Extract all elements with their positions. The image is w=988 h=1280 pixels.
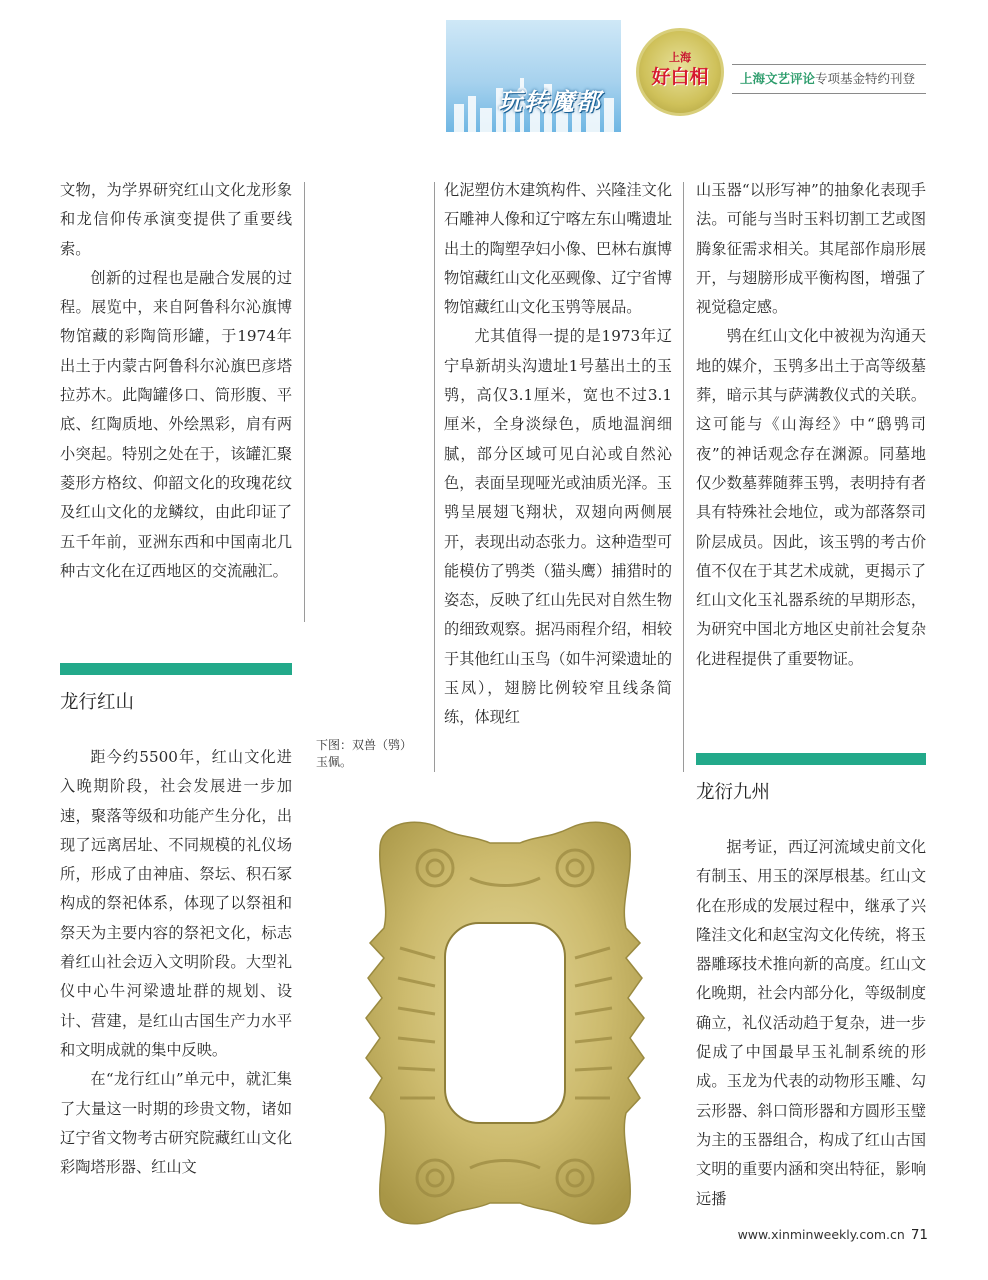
- badge-main-text: 好白相: [651, 66, 709, 88]
- header-banner: [446, 20, 621, 132]
- sponsor-rule-top: [732, 64, 926, 65]
- section-bar: [696, 753, 926, 765]
- jade-pendant-image: [340, 808, 670, 1238]
- paragraph: 鸮在红山文化中被视为沟通天地的媒介，玉鸮多出土于高等级墓葬，暗示其与萨满教仪式的关联。这可能与《山海经》中“鸱鸮司夜”的神话观念存在渊源。同墓地仅少数墓葬随葬玉鸮，表明持有者具有特殊社会地位，或为部落祭司阶层成员。因此，该玉鸮的考古价值不仅在于其艺术成就，更揭示了红山文化玉礼器系统的早期形态，为研究中国北方地区史前社会复杂化进程提供了重要物证。: [696, 327, 926, 668]
- paragraph: 山玉器“以形写神”的抽象化表现手法。可能与当时玉料切割工艺或图腾象征需求相关。其尾部作扇形展开，与翅膀形成平衡构图，增强了视觉稳定感。: [696, 181, 926, 317]
- website-url: www.xinminweekly.com.cn: [737, 1227, 905, 1242]
- image-caption: 下图：双兽（鸮）玉佩。: [316, 738, 413, 769]
- paragraph: 创新的过程也是融合发展的过程。展览中，来自阿鲁科尔沁旗博物馆藏的彩陶筒形罐，于1974年出土于内蒙古阿鲁科尔沁旗巴彦塔拉苏木。此陶罐侈口、筒形腹、平底、红陶质地、外绘黑彩，肩有两小突起。特别之处在于，该罐汇聚菱形方格纹、仰韶文化的玫瑰花纹及红山文化的龙鳞纹，由此印证了五千年前，亚洲东西和中国南北几种古文化在辽西地区的交流融汇。: [60, 268, 292, 580]
- sponsor-desc: 专项基金特约刊登: [815, 71, 916, 86]
- section-title: 龙行红山: [60, 692, 135, 713]
- paragraph: 在“龙行红山”单元中，就汇集了大量这一时期的珍贵文物，诸如辽宁省文物考古研究院藏红山文化彩陶塔形器、红山文: [60, 1070, 292, 1177]
- paragraph: 据考证，西辽河流域史前文化有制玉、用玉的深厚根基。红山文化在形成的发展过程中，继承了兴隆洼文化和赵宝沟文化传统，将玉器雕琢技术推向新的高度。红山文化晚期，社会内部分化，等级制度确立，礼仪活动趋于复杂，进一步促成了中国最早玉礼制系统的形成。玉龙为代表的动物形玉雕、勾云形器、斜口筒形器和方圆形玉璧为主的玉器组合，构成了红山古国文明的重要内涵和突出特征，影响远播: [696, 838, 926, 1208]
- column-2: [444, 176, 672, 733]
- banner-title: 玩转魔都: [498, 88, 602, 116]
- sponsor-name: 上海文艺评论: [740, 71, 816, 86]
- section-title: 龙衍九州: [696, 782, 771, 803]
- section-bar: [60, 663, 292, 675]
- paragraph: 距今约5500年，红山文化进入晚期阶段，社会发展进一步加速，聚落等级和功能产生分化，出现了远离居址、不同规模的礼仪场所，形成了由神庙、祭坛、积石冢构成的祭祀体系，体现了以祭祖和祭天为主要内容的祭祀文化，标志着红山社会迈入文明阶段。大型礼仪中心牛河梁遗址群的规划、设计、营建，是红山古国生产力水平和文明成就的集中反映。: [60, 748, 292, 1059]
- column-1-top: [60, 176, 292, 586]
- page-footer: [738, 1227, 928, 1243]
- column-divider: [304, 182, 305, 622]
- sponsor-line: [732, 64, 926, 94]
- sponsor-rule-bottom: [732, 93, 926, 94]
- column-divider: [434, 182, 435, 772]
- badge-logo: [636, 28, 724, 116]
- column-1-bottom: [60, 743, 292, 1182]
- column-3-top: [696, 176, 926, 674]
- paragraph: 化泥塑仿木建筑构件、兴隆洼文化石雕神人像和辽宁喀左东山嘴遗址出土的陶塑孕妇小像、巴林右旗博物馆藏红山文化巫觋像、辽宁省博物馆藏红山文化玉鸮等展品。: [444, 181, 672, 317]
- paragraph: 尤其值得一提的是1973年辽宁阜新胡头沟遗址1号墓出土的玉鸮，高仅3.1厘米，宽也不过3.1厘米，全身淡绿色，质地温润细腻，部分区域可见白沁或自然沁色，表面呈现哑光或油质光泽。玉鸮呈展翅飞翔状，双翅向两侧展开，表现出动态张力。这种造型可能模仿了鸮类（猫头鹰）捕猎时的姿态，反映了红山先民对自然生物的细致观察。据冯雨程介绍，相较于其他红山玉鸟（如牛河梁遗址的玉凤），翅膀比例较窄且线条简练，体现红: [444, 327, 672, 727]
- page-number: 71: [910, 1227, 928, 1243]
- column-3-bottom: [696, 833, 926, 1214]
- badge-top-text: 上海: [669, 51, 691, 64]
- column-divider: [683, 182, 684, 772]
- paragraph: 文物，为学界研究红山文化龙形象和龙信仰传承演变提供了重要线索。: [60, 181, 292, 258]
